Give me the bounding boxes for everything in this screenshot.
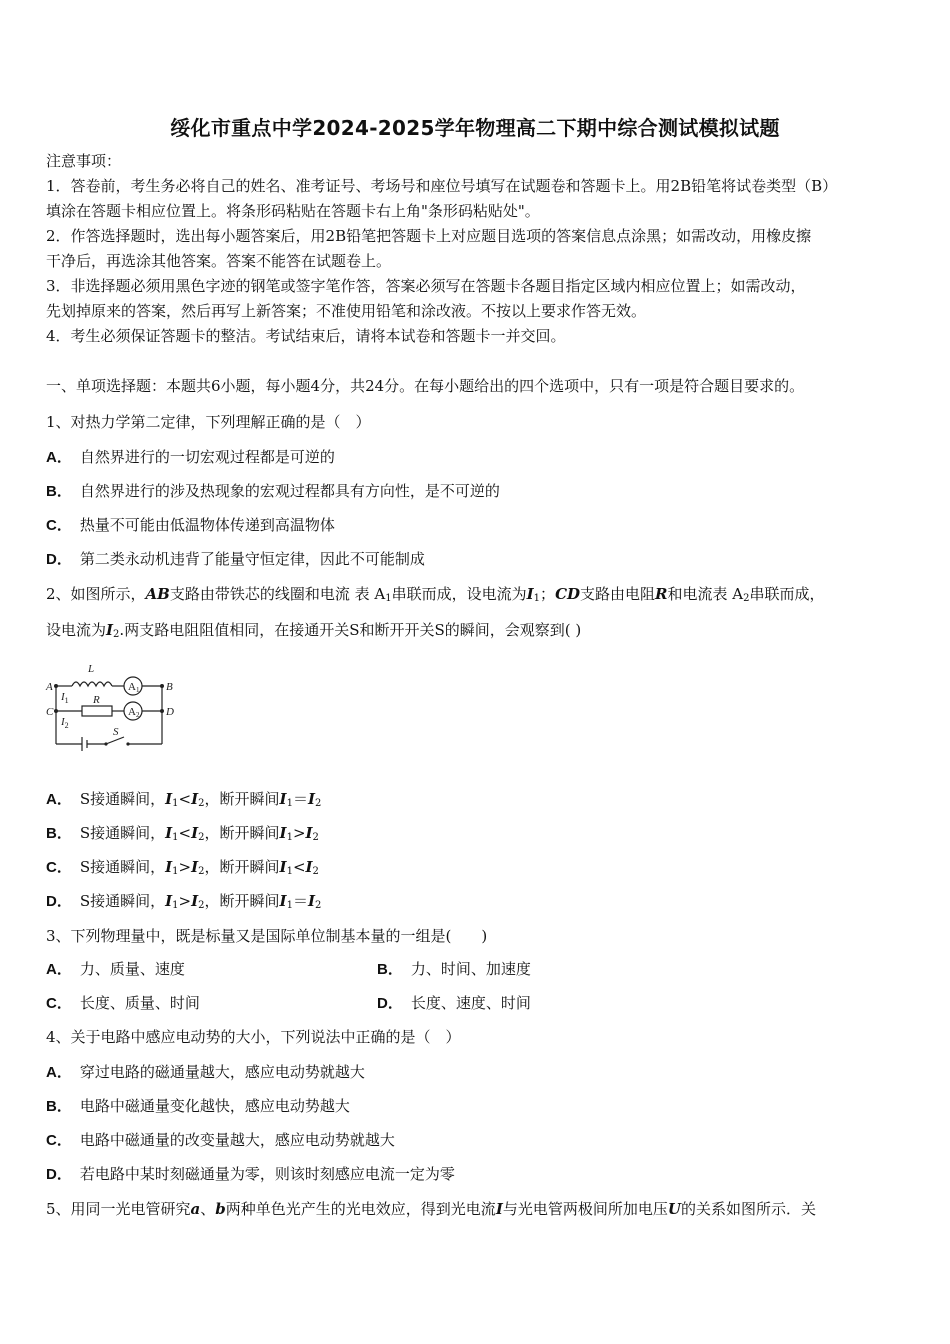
notice-line: 1．答卷前，考生务必将自己的姓名、准考证号、考场号和座位号填写在试题卷和答题卡上。用2B铅笔将试卷类型（B） — [46, 177, 838, 195]
notice-line: 2．作答选择题时，选出每小题答案后，用2B铅笔把答题卡上对应题目选项的答案信息点涂黑；如需改动，用橡皮擦 — [46, 227, 812, 245]
label-b: B — [166, 681, 173, 693]
label-r: R — [93, 694, 100, 706]
q2-option-a[interactable]: A． S接通瞬间，$I_1<I_2$，断开瞬间$I_1=I_2$ — [46, 790, 322, 809]
ammeter-a1-label: A1 — [128, 681, 140, 694]
question-2-stem-line2: 设电流为$I_2$.两支路电阻阻值相同，在接通开关S和断开开关S的瞬间，会观察到( ) — [46, 621, 582, 640]
question-5-stem: 5、用同一光电管研究a、b两种单色光产生的光电效应，得到光电流I与光电管两极间所加电压U的关系如图所示．关 — [46, 1200, 816, 1218]
q1-option-c[interactable]: C． 热量不可能由低温物体传递到高温物体 — [46, 516, 335, 534]
notice-line: 填涂在答题卡相应位置上。将条形码粘贴在答题卡右上角"条形码粘贴处"。 — [46, 202, 540, 220]
q1-option-a[interactable]: A． 自然界进行的一切宏观过程都是可逆的 — [46, 448, 335, 466]
q4-option-b[interactable]: B． 电路中磁通量变化越快，感应电动势越大 — [46, 1097, 350, 1115]
switch-pivot — [104, 742, 107, 745]
q4-option-a[interactable]: A． 穿过电路的磁通量越大，感应电动势就越大 — [46, 1063, 365, 1081]
q2-option-b[interactable]: B． S接通瞬间，$I_1<I_2$，断开瞬间$I_1>I_2$ — [46, 824, 319, 843]
q2-option-d[interactable]: D． S接通瞬间，$I_1>I_2$，断开瞬间$I_1=I_2$ — [46, 892, 322, 911]
q4-option-d[interactable]: D． 若电路中某时刻磁通量为零，则该时刻感应电流一定为零 — [46, 1165, 455, 1183]
switch-lever — [106, 737, 124, 744]
q3-option-c[interactable]: C． 长度、质量、时间 — [46, 994, 200, 1012]
node-c — [54, 709, 58, 713]
switch-contact — [126, 742, 129, 745]
question-2-stem-line1: 2、如图所示，AB支路由带铁芯的线圈和电流 表 $A_1$串联而成，设电流为$I_1$；CD支路由电阻R和电流表 $A_2$串联而成， — [46, 585, 825, 604]
label-a: A — [46, 681, 53, 693]
q3-option-d[interactable]: D． 长度、速度、时间 — [377, 994, 531, 1012]
q4-option-c[interactable]: C． 电路中磁通量的改变量越大，感应电动势就越大 — [46, 1131, 395, 1149]
label-c: C — [46, 706, 54, 718]
section-heading: 一、单项选择题：本题共6小题，每小题4分，共24分。在每小题给出的四个选项中，只有一项是符合题目要求的。 — [46, 377, 805, 395]
label-d: D — [166, 706, 174, 718]
question-3-stem: 3、下列物理量中，既是标量又是国际单位制基本量的一组是( ) — [46, 927, 488, 945]
label-i2: $I_2$ — [61, 716, 69, 730]
page-title: 绥化市重点中学2024-2025学年物理高二下期中综合测试模拟试题 — [170, 116, 780, 140]
ammeter-a2-label: A2 — [128, 706, 140, 719]
q3-option-b[interactable]: B． 力、时间、加速度 — [377, 960, 531, 978]
notice-line: 3．非选择题必须用黑色字迹的钢笔或签字笔作答，答案必须写在答题卡各题目指定区域内相应位置上；如需改动， — [46, 277, 806, 295]
notice-line: 4．考生必须保证答题卡的整洁。考试结束后，请将本试卷和答题卡一并交回。 — [46, 327, 566, 345]
inductor-coil — [72, 682, 112, 686]
q3-option-a[interactable]: A． 力、质量、速度 — [46, 960, 185, 978]
question-4-stem: 4、关于电路中感应电动势的大小，下列说法中正确的是（ ） — [46, 1028, 461, 1046]
label-i1: $I_1$ — [61, 691, 69, 705]
question-1-stem: 1、对热力学第二定律，下列理解正确的是（ ） — [46, 413, 371, 431]
label-l: L — [88, 663, 95, 675]
notice-line: 干净后，再选涂其他答案。答案不能答在试题卷上。 — [46, 252, 392, 270]
q1-option-b[interactable]: B． 自然界进行的涉及热现象的宏观过程都具有方向性，是不可逆的 — [46, 482, 500, 500]
label-s: S — [113, 726, 119, 738]
node-a — [54, 684, 58, 688]
resistor — [82, 706, 112, 716]
node-d — [160, 709, 164, 713]
node-b — [160, 684, 164, 688]
q1-option-d[interactable]: D． 第二类永动机违背了能量守恒定律，因此不可能制成 — [46, 550, 425, 568]
circuit-diagram — [44, 658, 184, 753]
q2-option-c[interactable]: C． S接通瞬间，$I_1>I_2$，断开瞬间$I_1<I_2$ — [46, 858, 319, 877]
notice-heading: 注意事项： — [46, 152, 122, 170]
notice-line: 先划掉原来的答案，然后再写上新答案；不准使用铅笔和涂改液。不按以上要求作答无效。 — [46, 302, 647, 320]
